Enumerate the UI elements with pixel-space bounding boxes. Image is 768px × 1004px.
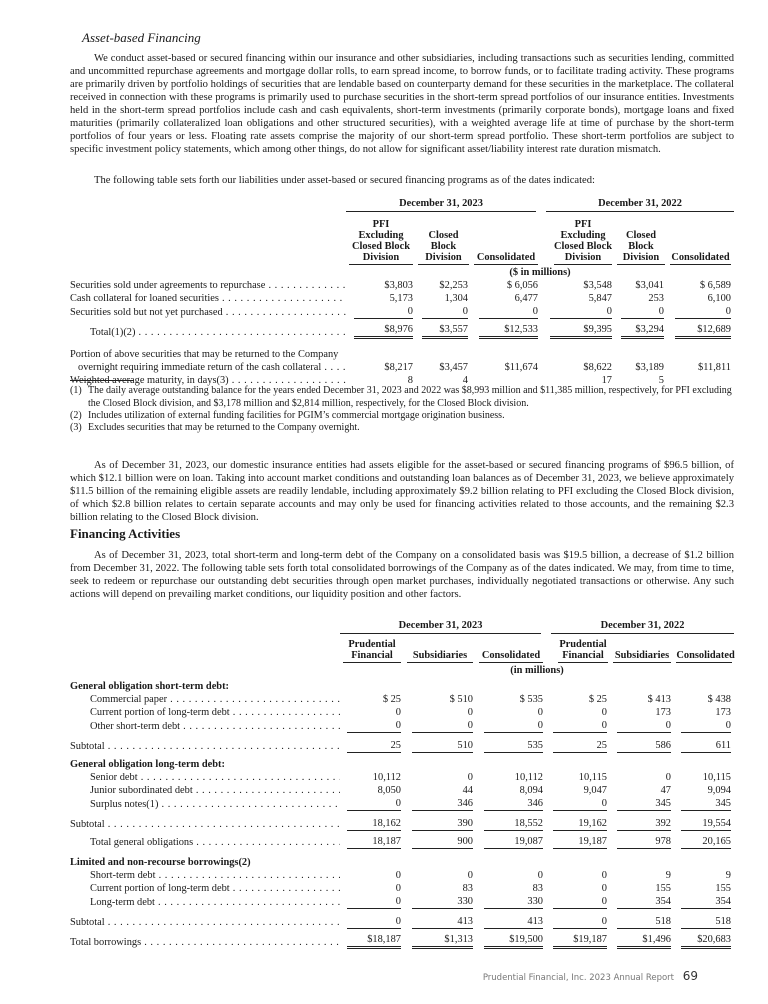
cell-value: 19,087 xyxy=(476,831,546,849)
cell-value: 0 xyxy=(615,305,667,319)
cell-value: 518 xyxy=(674,909,734,929)
cell-value: 0 xyxy=(395,707,401,718)
row-label-text: Total general obligations xyxy=(90,837,194,848)
cell-value: 0 xyxy=(471,305,541,319)
leader-dots xyxy=(219,293,346,304)
leader-dots xyxy=(105,819,340,830)
leader-dots xyxy=(105,741,340,752)
row-label xyxy=(70,811,340,831)
column-header xyxy=(476,633,546,663)
cell-value: 0 xyxy=(340,797,404,811)
column-header-line: Financial xyxy=(351,650,393,661)
table-row xyxy=(70,882,734,895)
cell-value: 0 xyxy=(541,305,615,319)
cell-value: 18,552 xyxy=(476,811,546,831)
column-header-line: Excluding xyxy=(358,230,404,241)
cell-value: 253 xyxy=(648,293,664,304)
row-label-text: Surplus notes(1) xyxy=(90,799,159,810)
cell-value: 19,554 xyxy=(674,811,734,831)
cell-value: $ 535 xyxy=(519,694,543,705)
section-heading-financing-activities: Financing Activities xyxy=(70,526,181,541)
section-header xyxy=(70,677,734,693)
row-label-text: Current portion of long-term debt xyxy=(90,883,230,894)
column-header-line: Consolidated xyxy=(671,252,730,263)
column-header xyxy=(615,211,667,265)
cell-value: 0 xyxy=(667,305,734,319)
row-label-text: Long-term debt xyxy=(90,897,155,908)
column-header xyxy=(340,633,404,663)
leader-dots xyxy=(105,917,340,928)
leader-dots xyxy=(230,707,340,718)
cell-value: 10,115 xyxy=(578,772,607,783)
cell-value: 0 xyxy=(546,797,610,811)
cell-value: 9 xyxy=(725,870,731,881)
cell-value: $12,689 xyxy=(667,319,734,339)
cell-value: $8,622 xyxy=(583,362,612,373)
table-row xyxy=(70,706,734,719)
cell-value: 0 xyxy=(346,305,416,319)
row-label-text: Subtotal xyxy=(70,917,105,928)
cell-value: $8,217 xyxy=(384,362,413,373)
table-row xyxy=(70,771,734,784)
cell-value: 0 xyxy=(476,719,546,733)
cell-value: 44 xyxy=(462,785,473,796)
cell-value: $3,548 xyxy=(583,280,612,291)
cell-value: 354 xyxy=(674,895,734,909)
column-header-line: Division xyxy=(425,252,462,263)
cell-value: 173 xyxy=(655,707,671,718)
cell-value: 9 xyxy=(665,870,671,881)
leader-dots xyxy=(230,883,340,894)
row-label-text: Cash collateral for loaned securities xyxy=(70,293,219,304)
row-label-text: Subtotal xyxy=(70,819,105,830)
table-row xyxy=(70,797,734,811)
row-label-text: General obligation long-term debt: xyxy=(70,759,225,770)
cell-value: 0 xyxy=(340,719,404,733)
cell-value: 8,094 xyxy=(519,785,543,796)
cell-value: $1,496 xyxy=(610,929,674,949)
footnote-2: (2) Includes utilization of external funding facilities for PGIM’s commercial mortgage origination business. xyxy=(70,410,505,421)
row-label xyxy=(70,279,346,292)
table-row xyxy=(70,292,734,305)
cell-value: $19,187 xyxy=(546,929,610,949)
cell-value: 47 xyxy=(660,785,671,796)
cell-value: $ 6,589 xyxy=(699,280,731,291)
subtotal-row xyxy=(70,811,734,831)
column-header xyxy=(674,633,734,663)
cell-value: $ 6,056 xyxy=(506,280,538,291)
cell-value: 413 xyxy=(476,909,546,929)
cell-value: 0 xyxy=(546,719,610,733)
column-header-line: Consolidated xyxy=(676,650,735,661)
row-label xyxy=(70,797,340,811)
group-header-2022: December 31, 2022 xyxy=(546,617,734,633)
cell-value: 9,047 xyxy=(583,785,607,796)
cell-value: 25 xyxy=(340,733,404,753)
section-heading-asset-based-financing: Asset-based Financing xyxy=(82,30,201,45)
cell-value: $ 510 xyxy=(449,694,473,705)
row-label-text: General obligation short-term debt: xyxy=(70,681,230,692)
subtotal-row xyxy=(70,733,734,753)
cell-value: 346 xyxy=(476,797,546,811)
cell-value: $ 25 xyxy=(588,694,607,705)
cell-value: 0 xyxy=(546,909,610,929)
cell-value: 611 xyxy=(674,733,734,753)
cell-value: 6,100 xyxy=(707,293,731,304)
row-label xyxy=(70,784,340,797)
footer-report-title: Prudential Financial, Inc. 2023 Annual Report xyxy=(482,973,675,983)
row-label xyxy=(70,831,340,849)
footnote-rule xyxy=(70,380,134,381)
column-header-line: Block xyxy=(430,241,457,252)
cell-value: 173 xyxy=(715,707,731,718)
units-label: (in millions) xyxy=(510,665,564,676)
table-row xyxy=(70,339,734,361)
column-header-line: Division xyxy=(564,252,602,263)
column-header-line: Division xyxy=(362,252,400,263)
cell-value: 1,304 xyxy=(444,293,468,304)
row-label xyxy=(70,719,340,733)
row-label xyxy=(70,733,340,753)
leader-dots xyxy=(193,785,340,796)
cell-value: 4 xyxy=(462,375,468,386)
cell-value: 345 xyxy=(674,797,734,811)
column-header-line: Excluding xyxy=(560,230,606,241)
cell-value: 17 xyxy=(601,375,612,386)
paragraph-table-intro: The following table sets forth our liabilities under asset-based or secured financing programs as of the dates indicated: xyxy=(94,175,595,186)
footnote-1: (1) The daily average outstanding balance for the years ended December 31, 2023 and 2022 was $8,993 million and $11,385 million, respectively, for PFI excluding the Closed Block division, and $3,178 million and $2,814 million, respectively, for the Closed Block division. xyxy=(70,385,732,409)
leader-dots xyxy=(155,897,340,908)
paragraph-eligible-assets: As of December 31, 2023, our domestic insurance entities had assets eligible for the asset-based or secured financing programs of $96.5 billion, of which $12.1 billion were on loan. Taking into account market conditions and outstanding loan balances as of December 31, 2023, we believe approximately $11.5 billion of the remaining eligible assets are readily lendable, including approximately $9.2 billion relating to PFI excluding the Closed Block division, of which $2.8 billion relates to certain separate accounts and may only be used for financing activities related to those accounts, and the remaining $2.3 billion relating to the Closed Block division. xyxy=(70,460,734,523)
section-header xyxy=(70,849,734,869)
section-header xyxy=(70,753,734,771)
cell-value: $3,803 xyxy=(384,280,413,291)
row-label xyxy=(70,895,340,909)
total-row xyxy=(70,831,734,849)
row-label-text: Commercial paper xyxy=(90,694,168,705)
cell-value: $8,976 xyxy=(346,319,416,339)
column-header xyxy=(416,211,471,265)
cell-value: 390 xyxy=(404,811,476,831)
column-header-line: Block xyxy=(628,241,654,252)
page-number: 69 xyxy=(682,969,698,983)
table-row xyxy=(70,784,734,797)
cell-value: 354 xyxy=(610,895,674,909)
cell-value: 5 xyxy=(658,375,664,386)
row-label-text: Short-term debt xyxy=(90,870,156,881)
cell-value: 25 xyxy=(546,733,610,753)
cell-value: 10,112 xyxy=(372,772,401,783)
footnote-3: (3) Excludes securities that may be returned to the Company overnight. xyxy=(70,422,360,433)
cell-value: 8,050 xyxy=(377,785,401,796)
cell-value: 392 xyxy=(610,811,674,831)
cell-value: 19,187 xyxy=(546,831,610,849)
row-label xyxy=(70,693,340,706)
cell-value: 510 xyxy=(404,733,476,753)
column-header xyxy=(541,211,615,265)
row-label xyxy=(70,706,340,719)
row-label-text: Total borrowings xyxy=(70,937,142,948)
row-label xyxy=(70,771,340,784)
leader-dots xyxy=(167,694,340,705)
leader-dots xyxy=(156,870,340,881)
cell-value: $2,253 xyxy=(439,280,468,291)
cell-value: $ 438 xyxy=(707,694,731,705)
group-header-2023: December 31, 2023 xyxy=(346,195,541,211)
row-label-text: Securities sold under agreements to repurchase xyxy=(70,280,266,291)
cell-value: 0 xyxy=(674,719,734,733)
cell-value: 0 xyxy=(340,909,404,929)
column-header-line: PFI xyxy=(574,219,592,230)
cell-value: $11,674 xyxy=(504,362,538,373)
row-label xyxy=(70,292,346,305)
cell-value: 0 xyxy=(467,707,473,718)
row-label xyxy=(70,361,346,374)
table-row xyxy=(70,361,734,374)
leader-dots xyxy=(180,721,340,732)
borrowings-table xyxy=(70,617,734,949)
column-header-line: Closed xyxy=(625,230,656,241)
cell-value: 8 xyxy=(407,375,413,386)
total-row xyxy=(70,929,734,949)
cell-value: $1,313 xyxy=(404,929,476,949)
cell-value: $20,683 xyxy=(674,929,734,949)
cell-value: 18,162 xyxy=(340,811,404,831)
cell-value: $3,189 xyxy=(635,362,664,373)
row-label xyxy=(70,305,346,319)
row-label xyxy=(70,849,734,869)
table-row xyxy=(70,279,734,292)
cell-value: 535 xyxy=(476,733,546,753)
table-row xyxy=(70,693,734,706)
cell-value: 19,162 xyxy=(546,811,610,831)
row-label xyxy=(70,909,340,929)
cell-value: 0 xyxy=(467,870,473,881)
cell-value: 0 xyxy=(404,719,476,733)
column-header-line: PFI xyxy=(372,219,390,230)
leader-dots xyxy=(135,327,346,338)
cell-value: $ 413 xyxy=(647,694,671,705)
cell-value: 20,165 xyxy=(674,831,734,849)
cell-value: 0 xyxy=(395,870,401,881)
subtotal-row xyxy=(70,909,734,929)
cell-value: 10,112 xyxy=(514,772,543,783)
column-header xyxy=(404,633,476,663)
cell-value: 345 xyxy=(610,797,674,811)
row-label-text: Other short-term debt xyxy=(90,721,181,732)
cell-value: $12,533 xyxy=(471,319,541,339)
leader-dots xyxy=(265,280,346,291)
column-header-line: Subsidiaries xyxy=(614,650,670,661)
total-row xyxy=(70,319,734,339)
leader-dots xyxy=(321,362,346,373)
cell-value: 900 xyxy=(404,831,476,849)
row-label xyxy=(70,929,340,949)
row-label-text: Portion of above securities that may be returned to the Company xyxy=(70,349,339,360)
table-row xyxy=(70,869,734,882)
row-label xyxy=(70,319,346,339)
row-label xyxy=(70,753,734,771)
cell-value: 586 xyxy=(610,733,674,753)
cell-value: $ 25 xyxy=(382,694,401,705)
cell-value: 0 xyxy=(610,719,674,733)
group-header-2022: December 31, 2022 xyxy=(541,195,734,211)
row-label-text: Senior debt xyxy=(90,772,138,783)
paragraph-financing-activities: As of December 31, 2023, total short-term and long-term debt of the Company on a consolidated basis was $19.5 billion, a decrease of $1.2 billion from December 31, 2022. The following table sets forth total consolidated borrowings of the Company as of the dates indicated. We may, from time to time, seek to redeem or repurchase our outstanding debt securities through open market purchases, individually negotiated transactions or otherwise. Any such actions will depend on prevailing market conditions, our liquidity position and other factors. xyxy=(70,550,734,600)
paragraph-asset-based-intro: We conduct asset-based or secured financing within our insurance and other subsidiaries, including transactions such as securities lending, committed and uncommitted repurchase agreements and mortgage dollar rolls, to earn spread income, to borrow funds, or to facilitate trading activity. These programs are primarily driven by portfolio holdings of securities that are lendable based on counterparty demand for these securities in the marketplace. The collateral received in connection with these programs is primarily used to purchase securities in the short-term spread portfolios of our insurance entities. Investments held in the short-term spread portfolios include cash and cash equivalents, short-term investments (primarily corporate bonds), mortgage loans and fixed maturities (primarily collateralized loan obligations and other structured securities), with a weighted average life at time of purchase by the short-term portfolios of four years or less. Floating rate assets comprise the majority of our short-term spread portfolio. These short-term portfolios are subject to specific investment policy statements, which among other things, do not allow for significant asset/liability interest rate duration mismatch. xyxy=(70,53,734,155)
cell-value: 5,173 xyxy=(389,293,413,304)
cell-value: 10,115 xyxy=(702,772,731,783)
cell-value: $19,500 xyxy=(476,929,546,949)
cell-value: 6,477 xyxy=(514,293,538,304)
column-header xyxy=(346,211,416,265)
table-row xyxy=(70,305,734,319)
column-header xyxy=(471,211,541,265)
cell-value: 155 xyxy=(715,883,731,894)
cell-value: 0 xyxy=(537,870,543,881)
cell-value: 18,187 xyxy=(340,831,404,849)
leader-dots xyxy=(158,799,340,810)
column-header-line: Closed Block xyxy=(553,241,613,252)
cell-value: 0 xyxy=(467,772,473,783)
cell-value: 330 xyxy=(404,895,476,909)
cell-value: 5,847 xyxy=(588,293,612,304)
column-header-line: Subsidiaries xyxy=(412,650,468,661)
cell-value: $11,811 xyxy=(698,362,731,373)
row-label xyxy=(70,339,734,361)
row-label-text: Junior subordinated debt xyxy=(90,785,193,796)
cell-value: 0 xyxy=(601,883,607,894)
cell-value: $9,395 xyxy=(541,319,615,339)
cell-value: $3,041 xyxy=(635,280,664,291)
cell-value: $3,557 xyxy=(416,319,471,339)
cell-value: 0 xyxy=(395,883,401,894)
cell-value: 83 xyxy=(462,883,473,894)
cell-value: 0 xyxy=(546,895,610,909)
cell-value: $18,187 xyxy=(340,929,404,949)
leader-dots xyxy=(141,937,340,948)
column-header xyxy=(610,633,674,663)
row-label-text: Current portion of long-term debt xyxy=(90,707,230,718)
cell-value: 155 xyxy=(655,883,671,894)
row-label xyxy=(70,869,340,882)
leader-dots xyxy=(193,837,340,848)
cell-value: 0 xyxy=(537,707,543,718)
cell-value: 9,094 xyxy=(707,785,731,796)
cell-value: 518 xyxy=(610,909,674,929)
row-label xyxy=(70,677,734,693)
cell-value: 346 xyxy=(404,797,476,811)
cell-value: 0 xyxy=(601,870,607,881)
cell-value: $3,294 xyxy=(615,319,667,339)
cell-value: 0 xyxy=(340,895,404,909)
table-row xyxy=(70,895,734,909)
page-footer xyxy=(483,970,698,985)
column-header-line: Closed Block xyxy=(351,241,410,252)
cell-value: $3,457 xyxy=(439,362,468,373)
column-header-line: Consolidated xyxy=(481,650,541,661)
row-label xyxy=(70,882,340,895)
row-label-text: Securities sold but not yet purchased xyxy=(70,307,223,318)
row-label-text: Weighted average maturity, in days(3) xyxy=(70,375,229,386)
leader-dots xyxy=(138,772,340,783)
column-header-line: Prudential xyxy=(348,639,396,650)
cell-value: 83 xyxy=(532,883,543,894)
units-label: ($ in millions) xyxy=(509,267,571,278)
column-header xyxy=(546,633,610,663)
cell-value: 0 xyxy=(601,707,607,718)
cell-value: 330 xyxy=(476,895,546,909)
column-header-line: Prudential xyxy=(559,639,607,650)
leader-dots xyxy=(223,307,346,318)
row-label-text: overnight requiring immediate return of the cash collateral xyxy=(78,362,322,373)
cell-value: 413 xyxy=(404,909,476,929)
column-header-line: Financial xyxy=(562,650,604,661)
row-label-text: Subtotal xyxy=(70,741,105,752)
row-label-text: Limited and non-recourse borrowings(2) xyxy=(70,857,251,868)
table-row xyxy=(70,719,734,733)
column-header-line: Consolidated xyxy=(476,252,536,263)
cell-value: 978 xyxy=(610,831,674,849)
cell-value: 0 xyxy=(665,772,671,783)
row-label-text: Total(1)(2) xyxy=(90,327,136,338)
asset-based-financing-table xyxy=(70,195,734,387)
group-header-2023: December 31, 2023 xyxy=(340,617,546,633)
column-header xyxy=(667,211,734,265)
cell-value: 0 xyxy=(416,305,471,319)
column-header-line: Division xyxy=(622,252,660,263)
column-header-line: Closed xyxy=(428,230,459,241)
